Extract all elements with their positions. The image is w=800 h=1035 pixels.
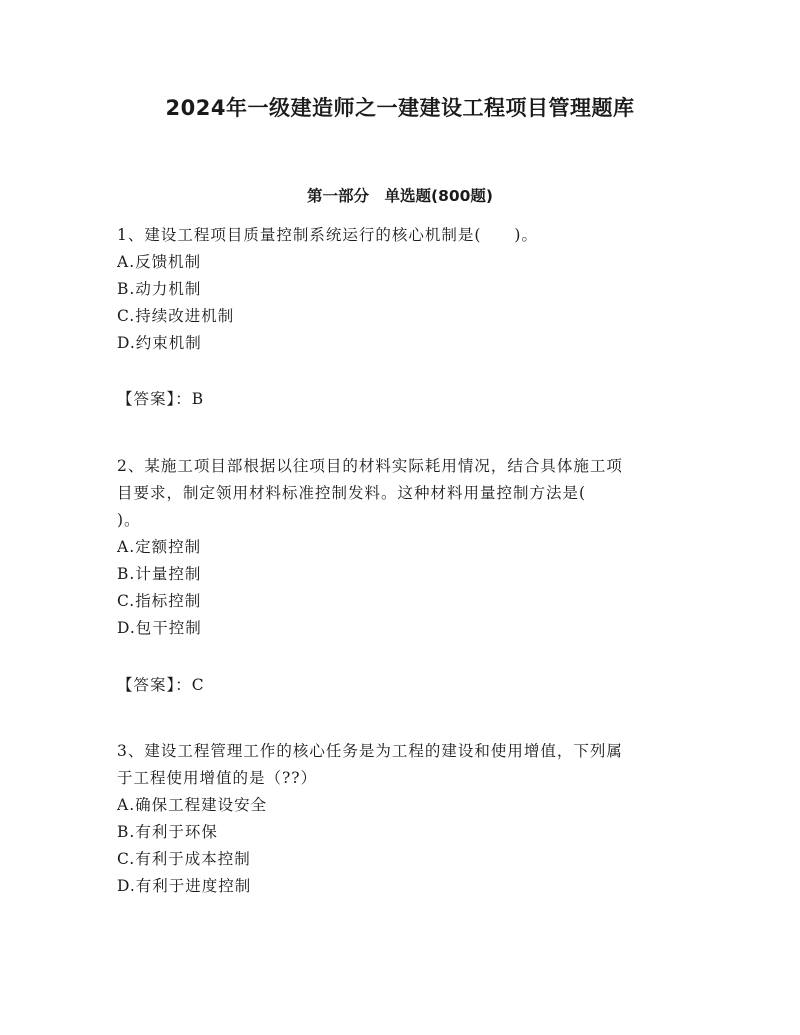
option-d: D.约束机制 bbox=[117, 334, 202, 352]
question-2 bbox=[117, 453, 687, 642]
question-3 bbox=[117, 738, 687, 900]
option-c: C.指标控制 bbox=[117, 592, 202, 610]
option-b: B.动力机制 bbox=[117, 280, 202, 298]
question-stem-line: )。 bbox=[117, 511, 141, 529]
document-title: 2024年一级建造师之一建建设工程项目管理题库 bbox=[165, 96, 635, 120]
option-a: A.定额控制 bbox=[117, 538, 202, 556]
question-stem-line: 1、建设工程项目质量控制系统运行的核心机制是( )。 bbox=[117, 226, 538, 244]
option-b: B.计量控制 bbox=[117, 565, 202, 583]
option-d: D.包干控制 bbox=[117, 619, 202, 637]
question-1 bbox=[117, 222, 687, 357]
option-a: A.反馈机制 bbox=[117, 253, 202, 271]
section-heading: 第一部分 单选题(800题) bbox=[306, 187, 494, 205]
question-stem-line: 于工程使用增值的是（??） bbox=[117, 769, 318, 787]
answer-2: 【答案】：C bbox=[117, 676, 205, 694]
question-stem-line: 3、建设工程管理工作的核心任务是为工程的建设和使用增值，下列属 bbox=[117, 742, 623, 760]
option-b: B.有利于环保 bbox=[117, 823, 218, 841]
option-c: C.有利于成本控制 bbox=[117, 850, 251, 868]
question-stem-line: 目要求，制定领用材料标准控制发料。这种材料用量控制方法是( bbox=[117, 484, 587, 502]
option-c: C.持续改进机制 bbox=[117, 307, 235, 325]
question-stem-line: 2、某施工项目部根据以往项目的材料实际耗用情况，结合具体施工项 bbox=[117, 457, 623, 475]
answer-1: 【答案】：B bbox=[117, 390, 205, 408]
option-a: A.确保工程建设安全 bbox=[117, 796, 268, 814]
option-d: D.有利于进度控制 bbox=[117, 877, 252, 895]
